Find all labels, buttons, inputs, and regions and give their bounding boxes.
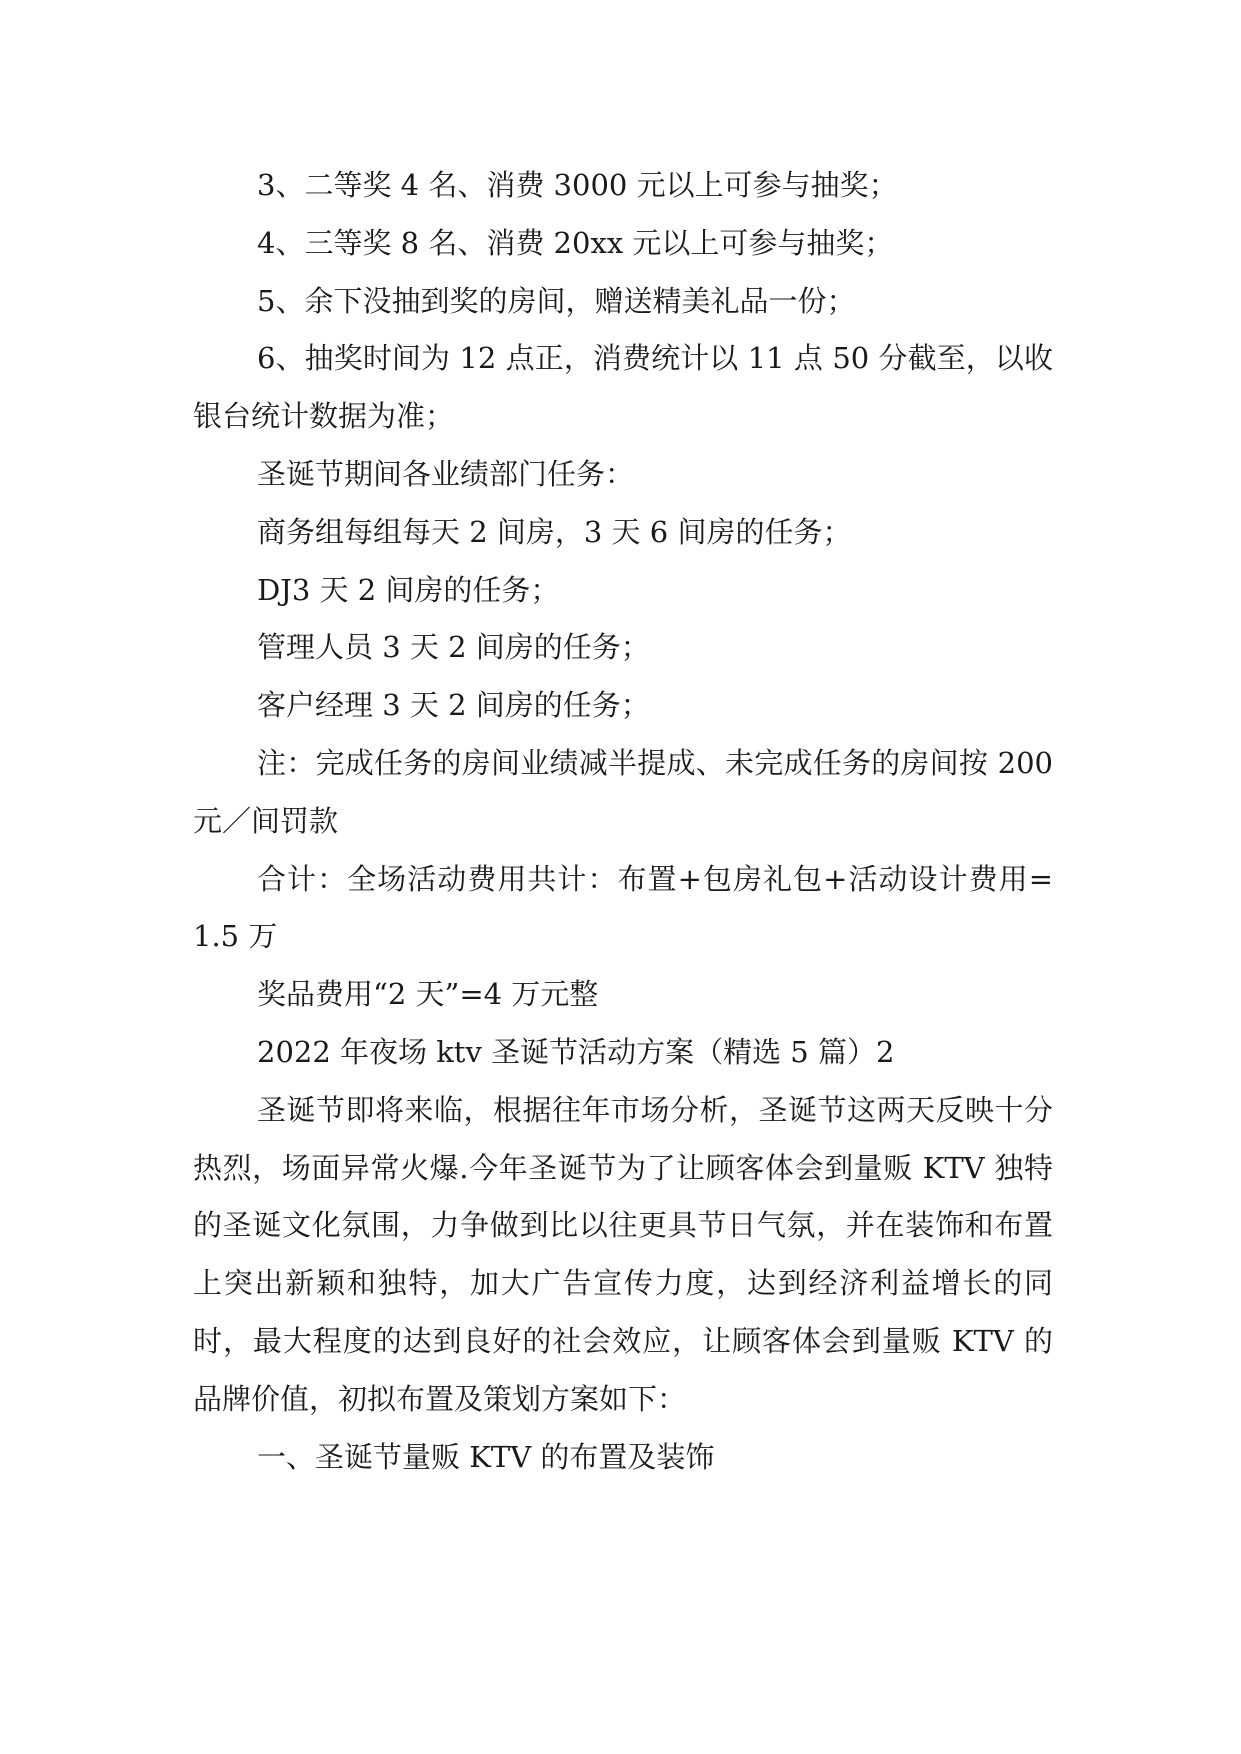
paragraph-second-prize: 3、二等奖 4 名、消费 3000 元以上可参与抽奖； — [257, 168, 898, 202]
paragraph-third-prize: 4、三等奖 8 名、消费 20xx 元以上可参与抽奖； — [257, 225, 894, 260]
paragraph-department-tasks-heading: 圣诞节期间各业绩部门任务： — [257, 456, 635, 491]
paragraph-business-team-task: 商务组每组每天 2 间房，3 天 6 间房的任务； — [257, 514, 852, 549]
document-body — [193, 157, 1053, 1486]
section-title: 2022 年夜场 ktv 圣诞节活动方案（精选 5 篇）2 — [257, 1034, 895, 1069]
paragraph-total-cost: 合计：全场活动费用共计：布置+包房礼包+活动设计费用=1.5 万 — [193, 861, 1053, 954]
paragraph-note-penalty: 注：完成任务的房间业绩减半提成、未完成任务的房间按 200 元／间罚款 — [193, 745, 1053, 838]
paragraph-account-manager-task: 客户经理 3 天 2 间房的任务； — [257, 688, 650, 723]
paragraph-introduction: 圣诞节即将来临，根据往年市场分析，圣诞节这两天反映十分热烈，场面异常火爆.今年圣诞节为了让顾客体会到量贩 KTV 独特的圣诞文化氛围，力争做到比以往更具节日气氛，并在装饰和布置上突出新颖和独特，加大广告宣传力度，达到经济利益增长的同时，最大程度的达到良好的社会效应，让顾客体会到量贩 KTV 的品牌价值，初拟布置及策划方案如下： — [193, 1092, 1053, 1416]
paragraph-draw-time: 6、抽奖时间为 12 点正，消费统计以 11 点 50 分截至，以收银台统计数据为准； — [193, 341, 1053, 434]
heading-layout-decoration: 一、圣诞节量贩 KTV 的布置及装饰 — [257, 1439, 715, 1474]
paragraph-prize-cost: 奖品费用“2 天”=4 万元整 — [257, 977, 599, 1012]
paragraph-consolation-gift: 5、余下没抽到奖的房间，赠送精美礼品一份； — [257, 283, 856, 318]
paragraph-dj-task: DJ3 天 2 间房的任务； — [257, 572, 560, 607]
paragraph-management-task: 管理人员 3 天 2 间房的任务； — [257, 630, 650, 665]
